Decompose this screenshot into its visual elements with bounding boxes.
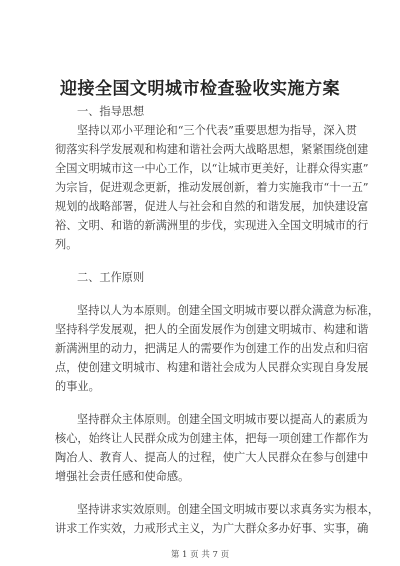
paragraph-line: 坚持科学发展观，把人的全面发展作为创建文明城市、构建和谐 xyxy=(55,323,369,336)
paragraph-line: 坚持群众主体原则。创建全国文明城市要以提高人的素质为 xyxy=(77,413,368,426)
paragraph-gap xyxy=(55,486,345,500)
paragraph-line: 核心，始终让人民群众成为创建主体，把每一项创建工作都作为 xyxy=(55,432,369,445)
page-footer: 第 1 页 共 7 页 xyxy=(170,550,230,560)
paragraph-line: 的事业。 xyxy=(55,380,100,393)
paragraph-line: 坚持以人为本原则。创建全国文明城市要以群众满意为标准， xyxy=(77,304,380,317)
section-heading: 一、指导思想 xyxy=(77,105,145,118)
paragraph-line: 坚持以邓小平理论和“三个代表”重要思想为指导，深入贯 xyxy=(77,124,357,137)
paragraph-gap xyxy=(55,287,345,301)
paragraph-line: 点，使创建文明城市、构建和谐社会成为人民群众实现自身发展 xyxy=(55,361,369,374)
document-body xyxy=(55,102,380,538)
paragraph-gap xyxy=(55,396,345,410)
paragraph-line: 彻落实科学发展观和构建和谐社会两大战略思想，紧紧围绕创建 xyxy=(55,143,369,156)
section-gap xyxy=(55,254,345,268)
paragraph-line: 裕、文明、和谐的新满洲里的步伐，实现进入全国文明城市的行 xyxy=(55,219,369,232)
paragraph-line: 新满洲里的动力，把满足人的需要作为创建工作的出发点和归宿 xyxy=(55,342,369,355)
paragraph-line: 讲求工作实效，力戒形式主义，为广大群众多办好事、实事，确 xyxy=(55,522,369,535)
paragraph-line: 坚持讲求实效原则。创建全国文明城市要以求真务实为根本， xyxy=(77,503,380,516)
paragraph-line: 增强社会责任感和使命感。 xyxy=(55,470,190,483)
paragraph-line: 为宗旨，促进观念更新，推动发展创新，着力实施我市“十一五” xyxy=(55,181,369,194)
paragraph-line: 陶冶人、教育人、提高人的过程，使广大人民群众在参与创建中 xyxy=(55,451,369,464)
document-title: 迎接全国文明城市检查验收实施方案 xyxy=(60,79,340,99)
paragraph-line: 列。 xyxy=(55,238,78,251)
section-heading: 二、工作原则 xyxy=(77,271,145,284)
paragraph-line: 全国文明城市这一中心工作，以“让城市更美好，让群众得实惠” xyxy=(55,162,369,175)
paragraph-line: 规划的战略部署，促进人与社会和自然的和谐发展，加快建设富 xyxy=(55,200,369,213)
